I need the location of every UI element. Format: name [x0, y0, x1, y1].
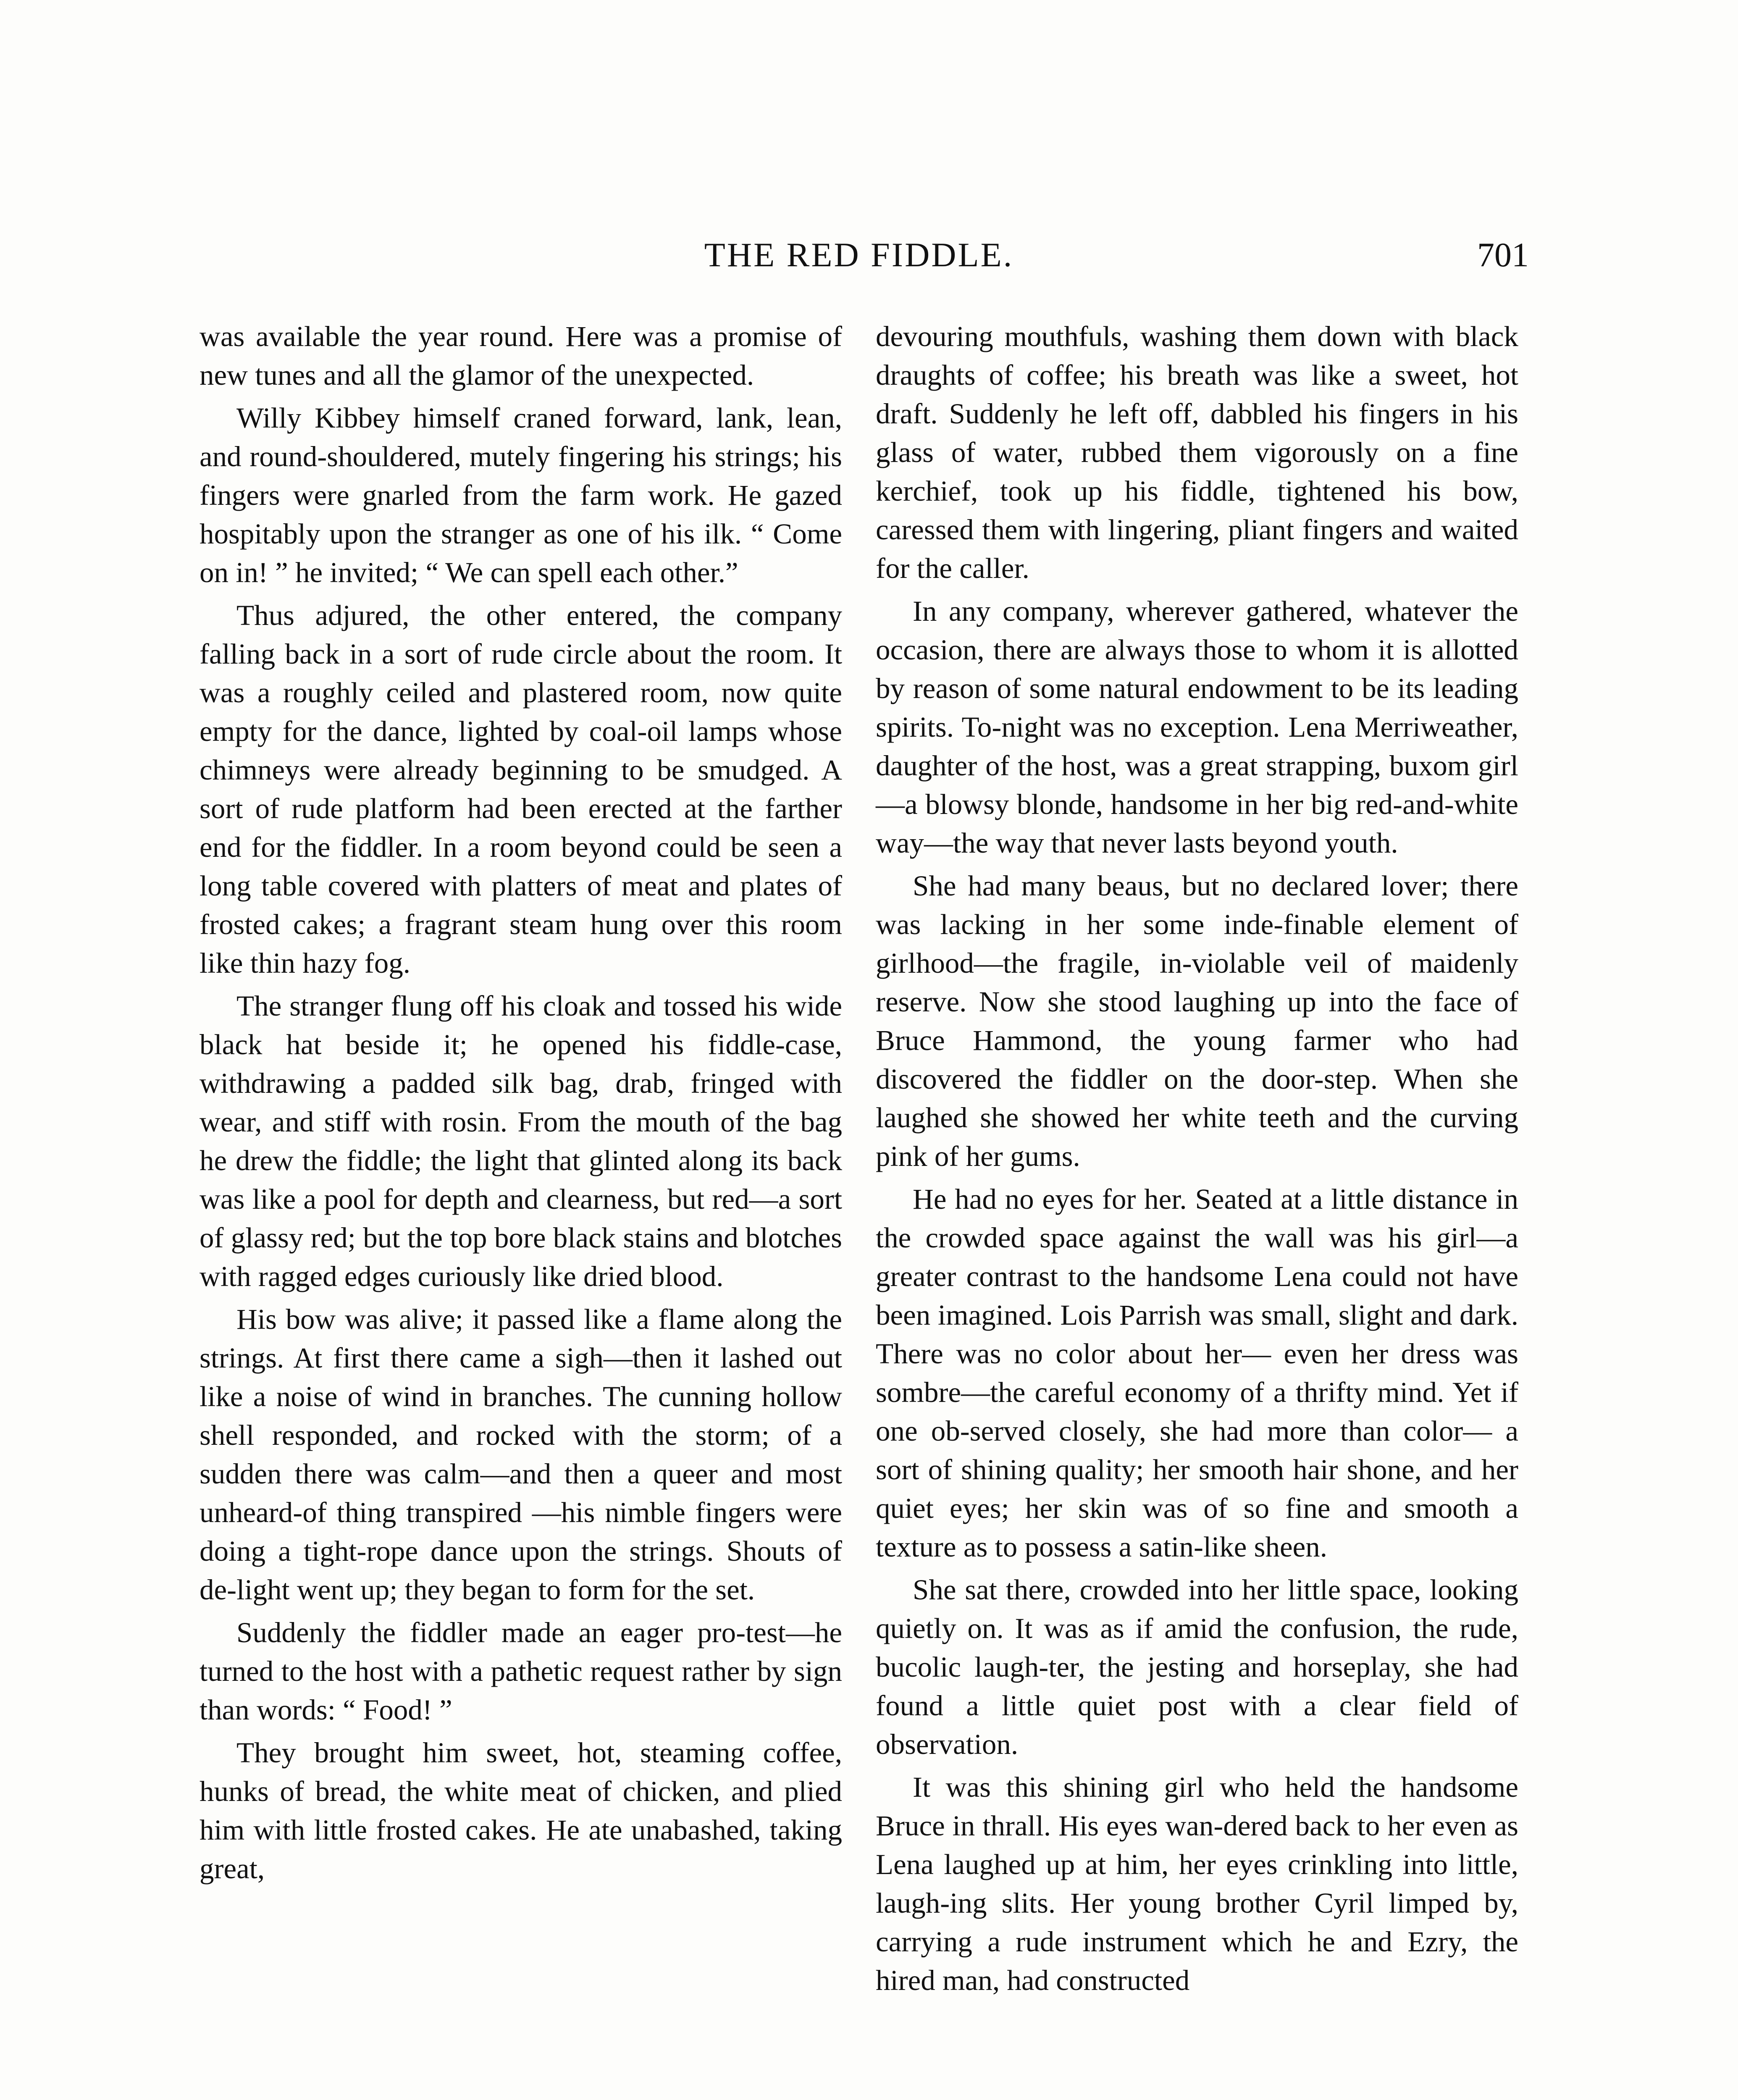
paragraph: was available the year round. Here was a promise of new tunes and all the glamor of the unexpected.	[200, 320, 842, 391]
running-title: THE RED FIDDLE.	[704, 236, 1014, 274]
right-column	[876, 317, 1518, 2004]
paragraph: They brought him sweet, hot, steaming coffee, hunks of bread, the white meat of chicken, and plied him with little frosted cakes. He ate unabashed, taking great,	[200, 1737, 842, 1885]
page-number: 701	[1477, 236, 1529, 274]
paragraph: devouring mouthfuls, washing them down with black draughts of coffee; his breath was like a sweet, hot draft. Suddenly he left off, dabbled his fingers in his glass of water, rubbed them vigorously on a fine kerchief, took up his fiddle, tightened his bow, caressed them with lingering, pliant fingers and waited for the caller.	[876, 320, 1518, 584]
paragraph: It was this shining girl who held the handsome Bruce in thrall. His eyes wan-dered back to her even as Lena laughed up at him, her eyes crinkling into little, laugh-ing slits. Her young brother Cyril limped by, carrying a rude instrument which he and Ezry, the hired man, had constructed	[876, 1771, 1518, 1996]
running-head	[193, 235, 1529, 281]
paragraph: The stranger flung off his cloak and tossed his wide black hat beside it; he opened his fiddle-case, withdrawing a padded silk bag, drab, fringed with wear, and stiff with rosin. From the mouth of the bag he drew the fiddle; the light that glinted along its back was like a pool for depth and clearness, but red—a sort of glassy red; but the top bore black stains and blotches with ragged edges curiously like dried blood.	[200, 990, 842, 1292]
paragraph: Thus adjured, the other entered, the company falling back in a sort of rude circle about the room. It was a roughly ceiled and plastered room, now quite empty for the dance, lighted by coal-oil lamps whose chimneys were already beginning to be smudged. A sort of rude platform had been erected at the farther end for the fiddler. In a room beyond could be seen a long table covered with platters of meat and plates of frosted cakes; a fragrant steam hung over this room like thin hazy fog.	[200, 599, 842, 979]
left-column	[200, 317, 842, 1892]
paragraph: Willy Kibbey himself craned forward, lank, lean, and round-shouldered, mutely fingering his strings; his fingers were gnarled from the farm work. He gazed hospitably upon the stranger as one of his ilk. “ Come on in! ” he invited; “ We can spell each other.”	[200, 402, 842, 588]
paragraph: Suddenly the fiddler made an eager pro-test—he turned to the host with a pathetic request rather by sign than words: “ Food! ”	[200, 1617, 842, 1726]
paragraph: She had many beaus, but no declared lover; there was lacking in her some inde-finable element of girlhood—the fragile, in-violable veil of maidenly reserve. Now she stood laughing up into the face of Bruce Hammond, the young farmer who had discovered the fiddler on the door-step. When she laughed she showed her white teeth and the curving pink of her gums.	[876, 870, 1518, 1172]
paragraph: He had no eyes for her. Seated at a little distance in the crowded space against the wall was his girl—a greater contrast to the handsome Lena could not have been imagined. Lois Parrish was small, slight and dark. There was no color about her— even her dress was sombre—the careful economy of a thrifty mind. Yet if one ob-served closely, she had more than color— a sort of shining quality; her smooth hair shone, and her quiet eyes; her skin was of so fine and smooth a texture as to possess a satin-like sheen.	[876, 1183, 1518, 1563]
paragraph: His bow was alive; it passed like a flame along the strings. At first there came a sigh—then it lashed out like a noise of wind in branches. The cunning hollow shell responded, and rocked with the storm; of a sudden there was calm—and then a queer and most unheard-of thing transpired —his nimble fingers were doing a tight-rope dance upon the strings. Shouts of de-light went up; they began to form for the set.	[200, 1303, 842, 1606]
paragraph: She sat there, crowded into her little space, looking quietly on. It was as if amid the confusion, the rude, bucolic laugh-ter, the jesting and horseplay, she had found a little quiet post with a clear field of observation.	[876, 1574, 1518, 1760]
paragraph: In any company, wherever gathered, whatever the occasion, there are always those to whom it is allotted by reason of some natural endowment to be its leading spirits. To-night was no exception. Lena Merriweather, daughter of the host, was a great strapping, buxom girl—a blowsy blonde, handsome in her big red-and-white way—the way that never lasts beyond youth.	[876, 595, 1518, 859]
